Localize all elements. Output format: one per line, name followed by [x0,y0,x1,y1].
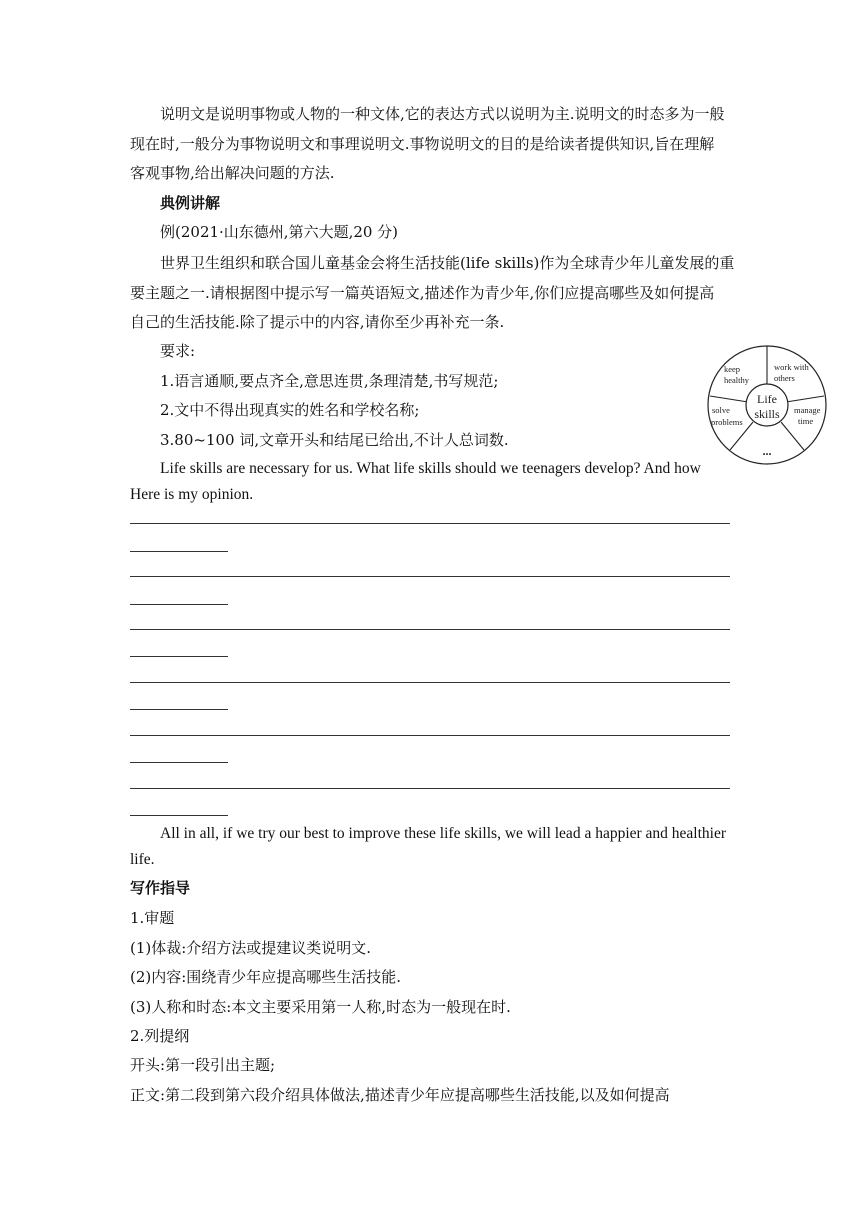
segment-solve-problems: solve [712,405,730,415]
segment-keep-healthy: healthy [724,375,750,385]
segment-solve-problems: problems [711,417,743,427]
guide-item: (2)内容:围绕青少年应提高哪些生活技能. [130,968,402,986]
essay-opening: Life skills are necessary for us. What life skills should we teenagers develop? And how [160,460,701,477]
center-label: skills [754,407,780,421]
answer-line[interactable] [130,815,228,816]
task-line: 自己的生活技能.除了提示中的内容,请你至少再补充一条. [130,313,505,331]
segment-manage-time: time [798,416,814,426]
guide-item: 开头:第一段引出主题; [130,1056,276,1074]
guide-item: (3)人称和时态:本文主要采用第一人称,时态为一般现在时. [130,998,511,1016]
guide-step: 2.列提纲 [130,1027,190,1045]
answer-line[interactable] [130,735,730,736]
answer-line[interactable] [130,523,730,524]
essay-opening: Here is my opinion. [130,486,254,503]
guide-item: (1)体裁:介绍方法或提建议类说明文. [130,939,372,957]
task-line: 世界卫生组织和联合国儿童基金会将生活技能(life skills)作为全球青少年儿童发展的重 [160,254,735,272]
guide-step: 1.审题 [130,909,175,927]
answer-line[interactable] [130,629,730,630]
answer-line[interactable] [130,682,730,683]
guide-item: 正文:第二段到第六段介绍具体做法,描述青少年应提高哪些生活技能,以及如何提高 [130,1086,670,1104]
requirement-item: 3.80~100 词,文章开头和结尾已给出,不计人总词数. [160,431,509,449]
example-source: 例(2021·山东德州,第六大题,20 分) [160,223,399,241]
segment-work-with-others: work with [774,362,809,372]
essay-closing: life. [130,851,155,868]
intro-line: 客观事物,给出解决问题的方法. [130,164,335,182]
task-line: 要主题之一.请根据图中提示写一篇英语短文,描述作为青少年,你们应提高哪些及如何提高 [130,284,715,302]
answer-line[interactable] [130,788,730,789]
requirements-heading: 要求: [160,342,196,360]
answer-line[interactable] [130,551,228,552]
center-label: Life [757,392,777,406]
requirement-item: 1.语言通顺,要点齐全,意思连贯,条理清楚,书写规范; [160,372,499,390]
intro-line: 说明文是说明事物或人物的一种文体,它的表达方式以说明为主.说明文的时态多为一般 [160,105,725,123]
answer-line[interactable] [130,762,228,763]
intro-line: 现在时,一般分为事物说明文和事理说明文.事物说明文的目的是给读者提供知识,旨在理解 [130,135,715,153]
guide-heading: 写作指导 [130,879,191,897]
segment-manage-time: manage [794,405,821,415]
essay-closing: All in all, if we try our best to improve these life skills, we will lead a happier and healthier [160,825,727,842]
segment-work-with-others: others [774,373,795,383]
requirement-item: 2.文中不得出现真实的姓名和学校名称; [160,401,420,419]
answer-line[interactable] [130,709,228,710]
answer-line[interactable] [130,576,730,577]
segment-keep-healthy: keep [724,364,741,374]
segment-more: ... [762,444,772,458]
answer-line[interactable] [130,604,228,605]
life-skills-diagram [703,339,831,471]
example-heading: 典例讲解 [160,194,221,212]
answer-line[interactable] [130,656,228,657]
